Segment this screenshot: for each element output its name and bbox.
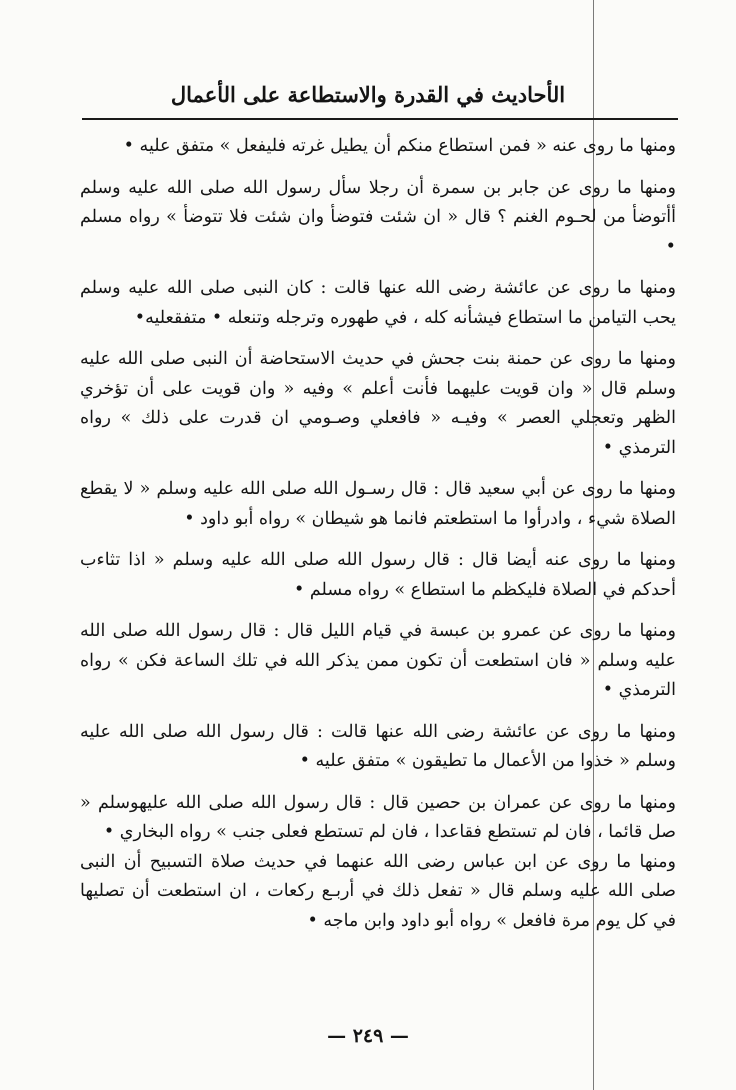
hadith-paragraph: ومنها ما روى عن أبي سعيد قال : قال رسـول الله صلى الله عليه وسلم « لا يقطع الصلاة شيء ، وادرأوا ما استطعتم فانما هو شيطان » رواه أبو داود •	[80, 479, 676, 529]
hadith-paragraph: ومنها ما روى عن عائشة رضى الله عنها قالت : قال رسول الله صلى الله عليه وسلم « خذوا من الأعمال ما تطيقون » متفق عليه •	[80, 721, 676, 771]
hadith-paragraph: ومنها ما روى عن حمنة بنت جحش في حديث الاستحاضة أن النبى صلى الله عليه وسلم قال « وان قويت عليهما فأنت أعلم » وفيه « وان قويت على أن تؤخري الظهر وتعجلي العصر » وفيـه « فافعلي وصـومي ان قدرت على ذلك » رواه الترمذي •	[80, 349, 676, 458]
hadith-paragraph: ومنها ما روى عن ابن عباس رضى الله عنهما في حديث صلاة التسبيح أن النبى صلى الله عليه وسلم قال « تفعل ذلك في أربـع ركعات ، ان استطعت أن تصليها في كل يوم مرة فافعل » رواه أبو داود وابن ماجه •	[80, 851, 676, 931]
page-title: الأحاديث في القدرة والاستطاعة على الأعمال	[170, 82, 566, 107]
header-divider	[82, 118, 678, 120]
page-number: — ٢٤٩ —	[327, 1025, 409, 1047]
hadith-paragraph: ومنها ما روى عن عمران بن حصين قال : قال رسول الله صلى الله عليهوسلم « صل قائما ، فان لم تستطع فقاعدا ، فان لم تستطع فعلى جنب » رواه البخاري •	[80, 792, 676, 842]
page-body	[80, 132, 676, 948]
hadith-paragraph: ومنها ما روى عنه أيضا قال : قال رسول الله صلى الله عليه وسلم « اذا تثاءب أحدكم في الصلاة فليكظم ما استطاع » رواه مسلم •	[80, 550, 676, 600]
hadith-paragraph: ومنها ما روى عن جابر بن سمرة أن رجلا سأل رسول الله صلى الله عليه وسلم أأتوضأ من لحـوم الغنم ؟ قال « ان شئت فتوضأ وان شئت فلا تتوضأ » رواه مسلم •	[80, 177, 676, 257]
hadith-paragraph: ومنها ما روى عن عمرو بن عبسة في قيام الليل قال : قال رسول الله صلى الله عليه وسلم « فان استطعت أن تكون ممن يذكر الله في تلك الساعة فكن » رواه الترمذي •	[80, 621, 676, 700]
hadith-paragraph: ومنها ما روى عنه « فمن استطاع منكم أن يطيل غرته فليفعل » متفق عليه •	[123, 136, 676, 156]
hadith-paragraph: ومنها ما روى عن عائشة رضى الله عنها قالت : كان النبى صلى الله عليه وسلم يحب التيامن ما استطاع فيشأنه كله ، في طهوره وترجله وتنعله • متفقعليه•	[80, 278, 676, 328]
